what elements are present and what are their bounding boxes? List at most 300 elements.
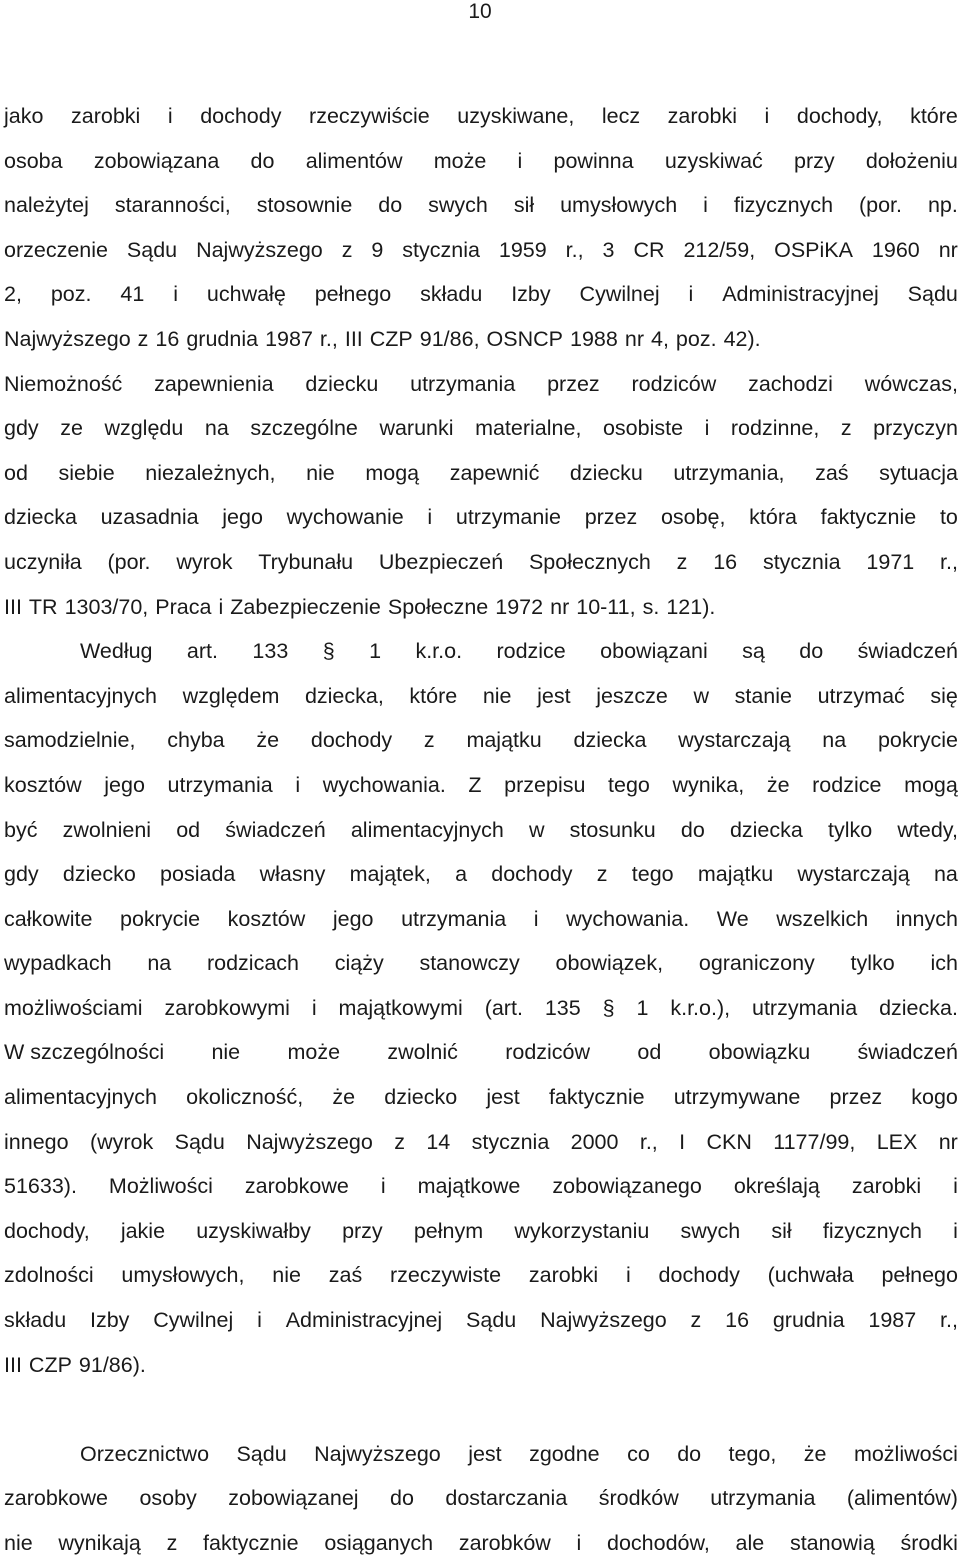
word: pełnym: [413, 1218, 484, 1243]
word: tylko: [850, 951, 895, 976]
word: może: [287, 1040, 341, 1065]
word: zaś: [815, 460, 849, 485]
word: przez: [547, 371, 600, 396]
word: faktycznie: [548, 1085, 645, 1110]
word: składu: [4, 1308, 67, 1333]
word: przez: [829, 1085, 883, 1110]
word: Możliwości: [108, 1174, 213, 1199]
word: środków: [598, 1486, 679, 1511]
word: obowiązek,: [555, 951, 664, 976]
word: pokrycie: [877, 728, 958, 753]
word: wyrok: [176, 549, 233, 574]
word: alimentacyjnych: [4, 1085, 157, 1110]
text-line: [4, 1432, 958, 1477]
word: stycznia: [471, 1129, 550, 1154]
word: wszelkich: [776, 906, 869, 931]
word: utrzymanie: [455, 505, 562, 530]
word: niezależnych,: [145, 460, 276, 485]
word: r.,: [940, 1308, 958, 1333]
word: nr: [624, 326, 644, 351]
word: przepisu: [504, 772, 586, 797]
word: nie: [4, 1531, 33, 1555]
word: rodzinne,: [730, 416, 820, 441]
word: z: [341, 237, 353, 262]
word: z: [423, 728, 435, 753]
page-number: 10: [468, 0, 492, 23]
word: że: [766, 772, 790, 797]
word: grudnia: [186, 326, 259, 351]
word: z: [690, 1308, 702, 1333]
word: do: [250, 148, 275, 173]
word: 212/59,: [683, 237, 756, 262]
word: jego: [332, 906, 374, 931]
word: jeszcze: [596, 683, 668, 708]
word: uchwałę: [206, 282, 286, 307]
word: fizycznych: [822, 1218, 923, 1243]
text-line: [4, 941, 958, 986]
word: uzyskiwane,: [457, 104, 575, 128]
word: stanie: [734, 683, 792, 708]
word: jakie: [120, 1218, 166, 1243]
word: Sądu: [466, 1308, 517, 1333]
text-line: [4, 183, 958, 228]
word: ze: [60, 416, 83, 441]
word: rzeczywiście: [309, 104, 430, 128]
word: obowiązani: [600, 639, 708, 664]
word: r.,: [940, 549, 958, 574]
word: utrzymania: [167, 772, 273, 797]
word: 4,: [650, 326, 669, 351]
word: szczególne: [250, 416, 358, 441]
word: osoba: [4, 148, 63, 173]
word: wystarczają: [678, 728, 791, 753]
word: utrzymania: [710, 1486, 816, 1511]
word: jego: [104, 772, 145, 797]
word: i: [427, 505, 433, 530]
word: rodzice: [496, 639, 566, 664]
text-line: [4, 272, 958, 317]
word: Cywilnej: [153, 1308, 234, 1333]
word: grudnia: [772, 1308, 845, 1333]
word: zarobki: [71, 104, 141, 128]
word: wystarczają: [797, 862, 910, 887]
word: 16: [155, 326, 180, 351]
word: k.r.o.: [415, 639, 463, 664]
word: warunki: [379, 416, 454, 441]
text-line: [4, 451, 958, 496]
word: materialne,: [475, 416, 582, 441]
word: umysłowych,: [121, 1263, 245, 1288]
word: dziecko: [62, 862, 136, 887]
word: jego: [222, 505, 263, 530]
word: CKN: [706, 1129, 752, 1154]
word: 133: [252, 639, 289, 664]
word: r.,: [639, 1129, 658, 1154]
word: to: [939, 505, 958, 530]
word: np.: [927, 193, 958, 218]
word: nr: [938, 1129, 958, 1154]
word: s.: [642, 594, 660, 619]
word: (art.: [484, 995, 523, 1020]
word: środki: [900, 1531, 958, 1555]
word: III: [4, 1352, 22, 1377]
word: tego: [608, 772, 650, 797]
word: w: [693, 683, 710, 708]
word: i: [295, 772, 301, 797]
word: §: [602, 995, 615, 1020]
text-line: [4, 585, 958, 630]
word: dziecka: [4, 505, 77, 530]
word: zwolnieni: [62, 817, 152, 842]
word: 1: [636, 995, 649, 1020]
word: I: [679, 1129, 686, 1154]
word: 1177/99,: [773, 1129, 856, 1154]
word: dochody,: [796, 104, 883, 128]
word: 1972: [495, 594, 544, 619]
word: możliwości: [853, 1441, 958, 1466]
word: 1959: [498, 237, 547, 262]
word: majątkowe: [417, 1174, 521, 1199]
word: świadczeń: [857, 639, 958, 664]
word: sytuacja: [879, 460, 958, 485]
word: składu: [420, 282, 483, 307]
word: 1960: [871, 237, 920, 262]
word: osobiste: [602, 416, 684, 441]
word: We: [716, 906, 749, 931]
text-line: [4, 228, 958, 273]
word: dziecka,: [304, 683, 384, 708]
word: Najwyższego: [4, 326, 131, 351]
word: może: [433, 148, 487, 173]
word: wychowania.: [566, 906, 690, 931]
word: 16: [713, 549, 738, 574]
word: Sądu: [174, 1129, 225, 1154]
word: swych: [680, 1218, 741, 1243]
word: sił: [771, 1218, 792, 1243]
word: orzeczenie: [4, 237, 108, 262]
word: i: [173, 282, 178, 307]
word: na: [822, 728, 847, 753]
word: pełnego: [314, 282, 392, 307]
word: 91/86).: [78, 1352, 146, 1377]
word: utrzymania: [410, 371, 516, 396]
word: utrzymywane: [673, 1085, 801, 1110]
word: dziecku: [305, 371, 379, 396]
word: świadczeń: [225, 817, 326, 842]
word: osiąganych: [324, 1531, 434, 1555]
word: ale: [735, 1531, 765, 1555]
word: wypadkach: [4, 951, 112, 976]
word: stycznia: [762, 549, 841, 574]
word: z: [840, 416, 852, 441]
word: nie: [306, 460, 335, 485]
word: 135: [544, 995, 581, 1020]
word: staranności,: [114, 193, 231, 218]
word: z: [166, 1531, 178, 1555]
word: zwolnić: [387, 1040, 458, 1065]
word: CZP: [369, 326, 413, 351]
word: które: [409, 683, 458, 708]
word: 1971: [866, 549, 915, 574]
word: i: [167, 104, 173, 128]
word: 10-11,: [576, 594, 636, 619]
word: ograniczony: [698, 951, 815, 976]
word: alimentacyjnych: [4, 683, 157, 708]
word: zarobki: [667, 104, 737, 128]
word: kogo: [911, 1085, 958, 1110]
word: na: [147, 951, 172, 976]
word: dochody: [658, 1263, 740, 1288]
word: 16: [725, 1308, 750, 1333]
word: względu: [104, 416, 184, 441]
text-line: [4, 1120, 958, 1165]
word: (wyrok: [89, 1129, 154, 1154]
word: która: [749, 505, 797, 530]
word: alimentów: [305, 148, 403, 173]
word: co: [627, 1441, 650, 1466]
word: zdolności: [4, 1263, 94, 1288]
word: rodzice: [812, 772, 882, 797]
word: Trybunału: [258, 549, 354, 574]
word: zachodzi: [748, 371, 833, 396]
word: tego,: [728, 1441, 777, 1466]
word: Izby: [89, 1308, 130, 1333]
word: określają: [733, 1174, 820, 1199]
word: osoby: [139, 1486, 197, 1511]
word: zarobki: [851, 1174, 922, 1199]
word: Sądu: [236, 1441, 287, 1466]
word: majątkowymi: [338, 995, 463, 1020]
word: swych: [428, 193, 488, 218]
word: dochody: [200, 104, 282, 128]
word: (por.: [107, 549, 151, 574]
word: LEX: [876, 1129, 918, 1154]
word: art.: [186, 639, 218, 664]
word: nie: [482, 683, 512, 708]
word: i: [953, 1174, 958, 1199]
word: nr: [938, 237, 958, 262]
text-line: [4, 1209, 958, 1254]
word: i: [703, 193, 708, 218]
word: zgodne: [529, 1441, 600, 1466]
word: zarobkowe: [4, 1486, 108, 1511]
text-line: [4, 1030, 958, 1075]
word: innego: [4, 1129, 69, 1154]
word: dochodów,: [607, 1531, 710, 1555]
text-line: [4, 986, 958, 1031]
word: alimentacyjnych: [350, 817, 504, 842]
word: umysłowych: [560, 193, 678, 218]
word: poz.: [50, 282, 92, 307]
word: jest: [537, 683, 571, 708]
word: należytej: [4, 193, 89, 218]
word: faktycznie: [203, 1531, 299, 1555]
word: zaś: [328, 1263, 363, 1288]
word: utrzymania: [752, 995, 858, 1020]
word: zapewnienia: [154, 371, 274, 396]
word: przy: [794, 148, 835, 173]
word: Według: [80, 639, 153, 664]
word: r.,: [319, 326, 338, 351]
word: na: [204, 416, 229, 441]
word: rzeczywiste: [390, 1263, 502, 1288]
text-line: [4, 495, 958, 540]
word: Niemożność: [4, 371, 123, 396]
word: że: [256, 728, 280, 753]
word: III: [4, 594, 22, 619]
word: i: [953, 1218, 958, 1243]
word: stosownie: [256, 193, 353, 218]
word: tego: [631, 862, 674, 887]
word: wynika,: [672, 772, 745, 797]
word: do: [677, 1441, 702, 1466]
word: posiada: [160, 862, 236, 887]
word: i: [517, 148, 523, 173]
word: faktycznie: [820, 505, 917, 530]
word: Społecznych: [528, 549, 651, 574]
word: utrzymać: [817, 683, 905, 708]
word: i: [625, 1263, 631, 1288]
text-line: [4, 1253, 958, 1298]
word: 51633).: [4, 1174, 77, 1199]
word: uzyskiwałby: [196, 1218, 311, 1243]
word: Izby: [511, 282, 551, 307]
word: i: [257, 1308, 262, 1333]
word: na: [933, 862, 958, 887]
word: rodzicach: [206, 951, 299, 976]
text-line: [4, 139, 958, 184]
text-line: [4, 1298, 958, 1343]
word: zobowiązana: [93, 148, 220, 173]
word: do: [680, 817, 705, 842]
word: Praca: [155, 594, 212, 619]
text-line: [4, 1387, 958, 1432]
word: sił: [513, 193, 535, 218]
word: Najwyższego: [540, 1308, 667, 1333]
word: Administracyjnej: [285, 1308, 443, 1333]
word: dochody,: [4, 1218, 90, 1243]
text-line: [4, 1476, 958, 1521]
word: samodzielnie,: [4, 728, 136, 753]
word: i: [380, 1174, 386, 1199]
word: dziecka.: [879, 995, 958, 1020]
word: Ubezpieczeń: [378, 549, 504, 574]
word: Społeczne: [387, 594, 489, 619]
word: majątku: [466, 728, 542, 753]
text-line: [4, 317, 958, 362]
word: Zabezpieczenie: [230, 594, 381, 619]
word: od: [637, 1040, 662, 1065]
word: CZP: [28, 1352, 72, 1377]
word: 3: [602, 237, 615, 262]
word: z: [676, 549, 688, 574]
word: świadczeń: [857, 1040, 958, 1065]
word: mogą: [904, 772, 958, 797]
word: przyczyn: [873, 416, 958, 441]
text-line: [4, 1164, 958, 1209]
word: ciąży: [334, 951, 384, 976]
word: wynikają: [58, 1531, 141, 1555]
word: 91/86,: [419, 326, 480, 351]
word: które: [910, 104, 958, 128]
word: 14: [426, 1129, 451, 1154]
word: i: [311, 995, 317, 1020]
word: osobę,: [660, 505, 726, 530]
word: i: [704, 416, 710, 441]
word: 2,: [4, 282, 22, 307]
word: siebie: [58, 460, 115, 485]
word: Najwyższego: [196, 237, 323, 262]
word: 121).: [666, 594, 716, 619]
word: dochody: [491, 862, 573, 887]
word: 2000: [570, 1129, 619, 1154]
word: mogą: [365, 460, 420, 485]
word: majątek,: [349, 862, 431, 887]
word: że: [332, 1085, 356, 1110]
word: jest: [486, 1085, 520, 1110]
word: jako: [4, 104, 44, 128]
word: (alimentów): [846, 1486, 958, 1511]
word: stanowią: [789, 1531, 875, 1555]
word: stosunku: [569, 817, 656, 842]
word: OSPiKA: [774, 237, 853, 262]
word: dziecko: [384, 1085, 458, 1110]
text-line: [4, 362, 958, 407]
text-line: [4, 674, 958, 719]
text-line: [4, 718, 958, 763]
text-line: [4, 808, 958, 853]
word: i: [688, 282, 694, 307]
word: względem: [182, 683, 280, 708]
word: możliwościami: [4, 995, 143, 1020]
word: Administracyjnej: [722, 282, 879, 307]
text-line: [4, 852, 958, 897]
word: TR: [28, 594, 58, 619]
word: zarobków: [458, 1531, 551, 1555]
word: Najwyższego: [314, 1441, 441, 1466]
word: fizycznych: [733, 193, 834, 218]
word: dziecku: [569, 460, 643, 485]
word: (por.: [858, 193, 903, 218]
word: 1987: [265, 326, 313, 351]
word: 9: [371, 237, 384, 262]
text-line: [4, 1521, 958, 1566]
word: dziecka: [573, 728, 647, 753]
word: stycznia: [402, 237, 480, 262]
word: zobowiązanego: [552, 1174, 702, 1199]
word: innych: [895, 906, 958, 931]
word: i: [576, 1531, 582, 1555]
word: uzyskiwać: [664, 148, 763, 173]
word: dołożeniu: [865, 148, 958, 173]
word: z: [596, 862, 608, 887]
word: 1303/70,: [64, 594, 149, 619]
word: że: [803, 1441, 827, 1466]
word: całkowite: [4, 906, 93, 931]
word: pokrycie: [120, 906, 201, 931]
word: i: [533, 906, 539, 931]
word: §: [322, 639, 335, 664]
word: dostarczania: [445, 1486, 568, 1511]
word: lecz: [601, 104, 641, 128]
word: do: [378, 193, 403, 218]
word: 42).: [723, 326, 761, 351]
text-line: [4, 1075, 958, 1120]
word: nr: [550, 594, 570, 619]
word: dochody: [310, 728, 393, 753]
word: zarobkowe: [244, 1174, 349, 1199]
word: uczyniła: [4, 549, 82, 574]
